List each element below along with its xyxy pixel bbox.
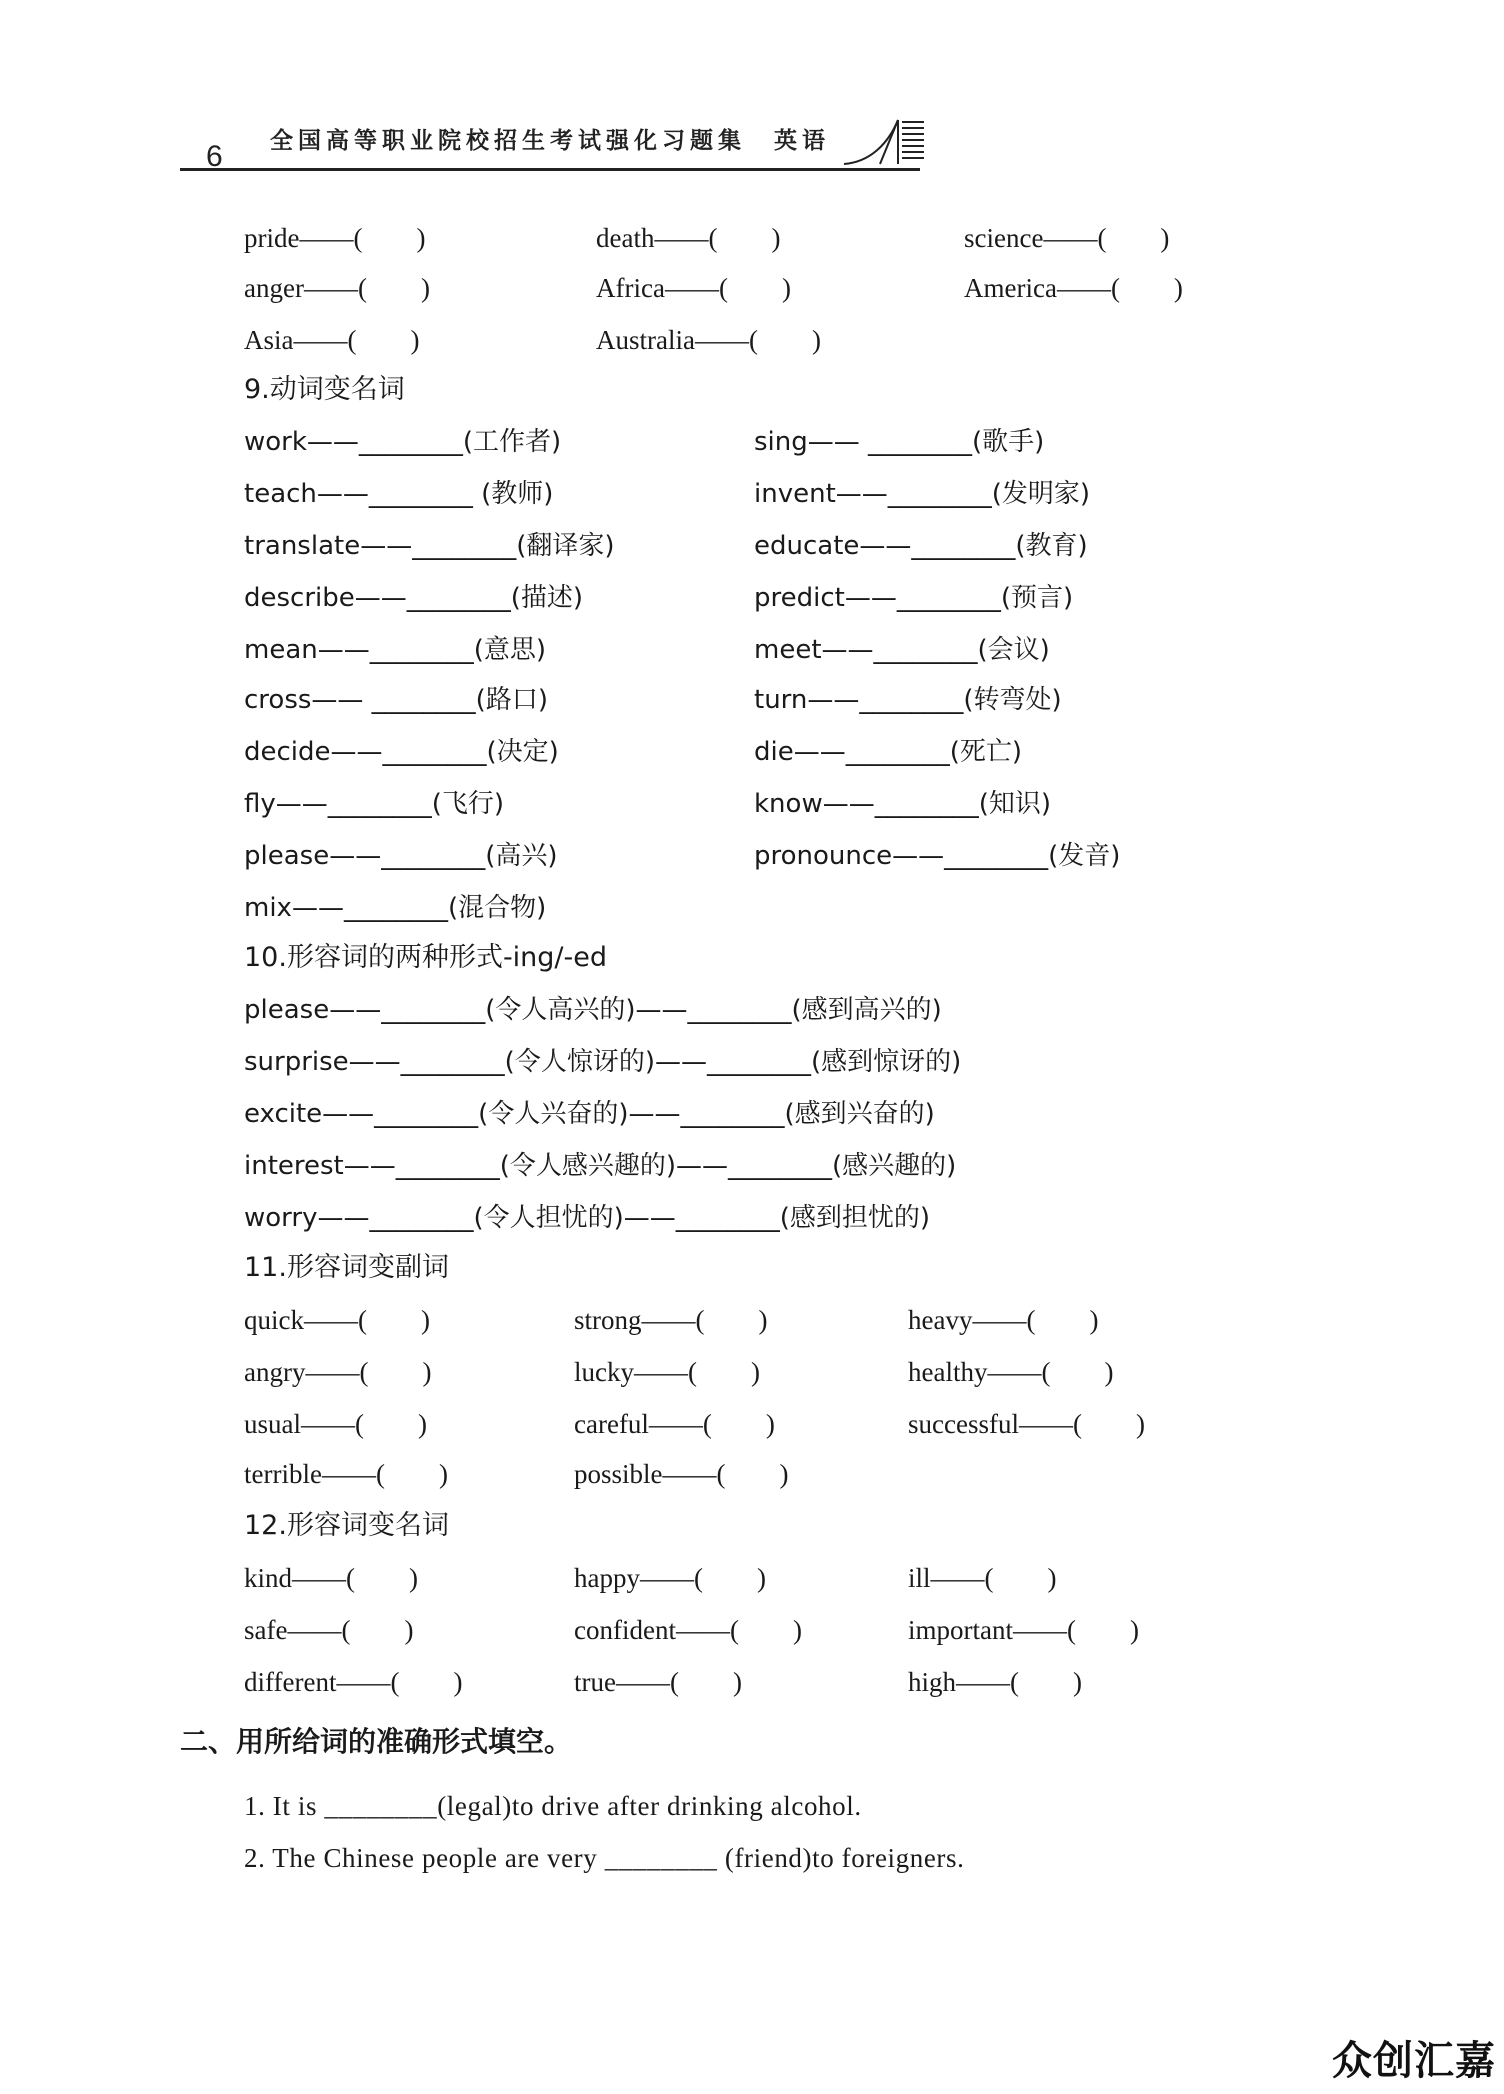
exercise-item: kind——( ) <box>244 1563 418 1593</box>
section-heading: 9.动词变名词 <box>244 374 405 405</box>
exercise-item: sing—— ________(歌手) <box>754 427 1045 457</box>
book-pages-icon <box>840 114 926 172</box>
exercise-item: confident——( ) <box>574 1615 802 1645</box>
exercise-item: ill——( ) <box>908 1563 1057 1593</box>
exercise-item: interest——________(令人感兴趣的)——________(感兴趣的) <box>244 1151 957 1181</box>
exercise-item: Africa——( ) <box>596 273 791 303</box>
exercise-item: educate——________(教育) <box>754 531 1088 561</box>
exercise-item: please——________(高兴) <box>244 841 558 871</box>
exercise-item: high——( ) <box>908 1667 1082 1697</box>
exercise-item: death——( ) <box>596 223 781 253</box>
section-heading: 12.形容词变名词 <box>244 1510 449 1541</box>
watermark-text: 众创汇嘉 <box>1332 2038 1496 2084</box>
book-title: 全国高等职业院校招生考试强化习题集 英语 <box>270 128 830 154</box>
exercise-item: mix——________(混合物) <box>244 893 547 923</box>
header-rule <box>180 168 920 171</box>
page-header <box>180 118 922 174</box>
exercise-item: possible——( ) <box>574 1459 789 1489</box>
part-title: 二、用所给词的准确形式填空。 <box>180 1725 573 1758</box>
exercise-item: successful——( ) <box>908 1409 1145 1439</box>
section-heading: 11.形容词变副词 <box>244 1252 449 1283</box>
exercise-item: lucky——( ) <box>574 1357 760 1387</box>
exercise-item: important——( ) <box>908 1615 1139 1645</box>
exercise-item: Australia——( ) <box>596 325 821 355</box>
section-heading: 10.形容词的两种形式-ing/-ed <box>244 942 608 973</box>
exercise-item: excite——________(令人兴奋的)——________(感到兴奋的) <box>244 1099 935 1129</box>
exercise-item: teach——________ (教师) <box>244 479 554 509</box>
exercise-item: predict——________(预言) <box>754 583 1074 613</box>
exercise-item: pronounce——________(发音) <box>754 841 1121 871</box>
exercise-item: happy——( ) <box>574 1563 766 1593</box>
exercise-item: America——( ) <box>964 273 1183 303</box>
exercise-item: know——________(知识) <box>754 789 1051 819</box>
exercise-item: Asia——( ) <box>244 325 420 355</box>
exercise-item: healthy——( ) <box>908 1357 1114 1387</box>
exercise-item: pride——( ) <box>244 223 426 253</box>
exercise-item: meet——________(会议) <box>754 635 1050 665</box>
exercise-item: translate——________(翻译家) <box>244 531 615 561</box>
exercise-item: work——________(工作者) <box>244 427 562 457</box>
exercise-item: die——________(死亡) <box>754 737 1023 767</box>
exercise-item: fly——________(飞行) <box>244 789 505 819</box>
exercise-item: quick——( ) <box>244 1305 430 1335</box>
exercise-item: careful——( ) <box>574 1409 775 1439</box>
exercise-item: true——( ) <box>574 1667 742 1697</box>
exercise-item: different——( ) <box>244 1667 463 1697</box>
exercise-item: safe——( ) <box>244 1615 414 1645</box>
exercise-item: invent——________(发明家) <box>754 479 1091 509</box>
exercise-item: describe——________(描述) <box>244 583 584 613</box>
exercise-item: heavy——( ) <box>908 1305 1099 1335</box>
exercise-item: angry——( ) <box>244 1357 432 1387</box>
exercise-item: please——________(令人高兴的)——________(感到高兴的) <box>244 995 942 1025</box>
exercise-item: surprise——________(令人惊讶的)——________(感到惊讶的) <box>244 1047 962 1077</box>
fill-in-sentence: 2. The Chinese people are very ________ (friend)to foreigners. <box>244 1843 965 1873</box>
exercise-item: turn——________(转弯处) <box>754 685 1062 715</box>
exercise-item: usual——( ) <box>244 1409 427 1439</box>
exercise-item: cross—— ________(路口) <box>244 685 548 715</box>
page-number: 6 <box>206 140 223 173</box>
fill-in-sentence: 1. It is ________(legal)to drive after drinking alcohol. <box>244 1791 862 1821</box>
exercise-item: terrible——( ) <box>244 1459 448 1489</box>
exercise-item: strong——( ) <box>574 1305 768 1335</box>
exercise-item: decide——________(决定) <box>244 737 559 767</box>
exercise-item: anger——( ) <box>244 273 430 303</box>
exercise-item: mean——________(意思) <box>244 635 547 665</box>
exercise-item: science——( ) <box>964 223 1170 253</box>
exercise-item: worry——________(令人担忧的)——________(感到担忧的) <box>244 1203 931 1233</box>
